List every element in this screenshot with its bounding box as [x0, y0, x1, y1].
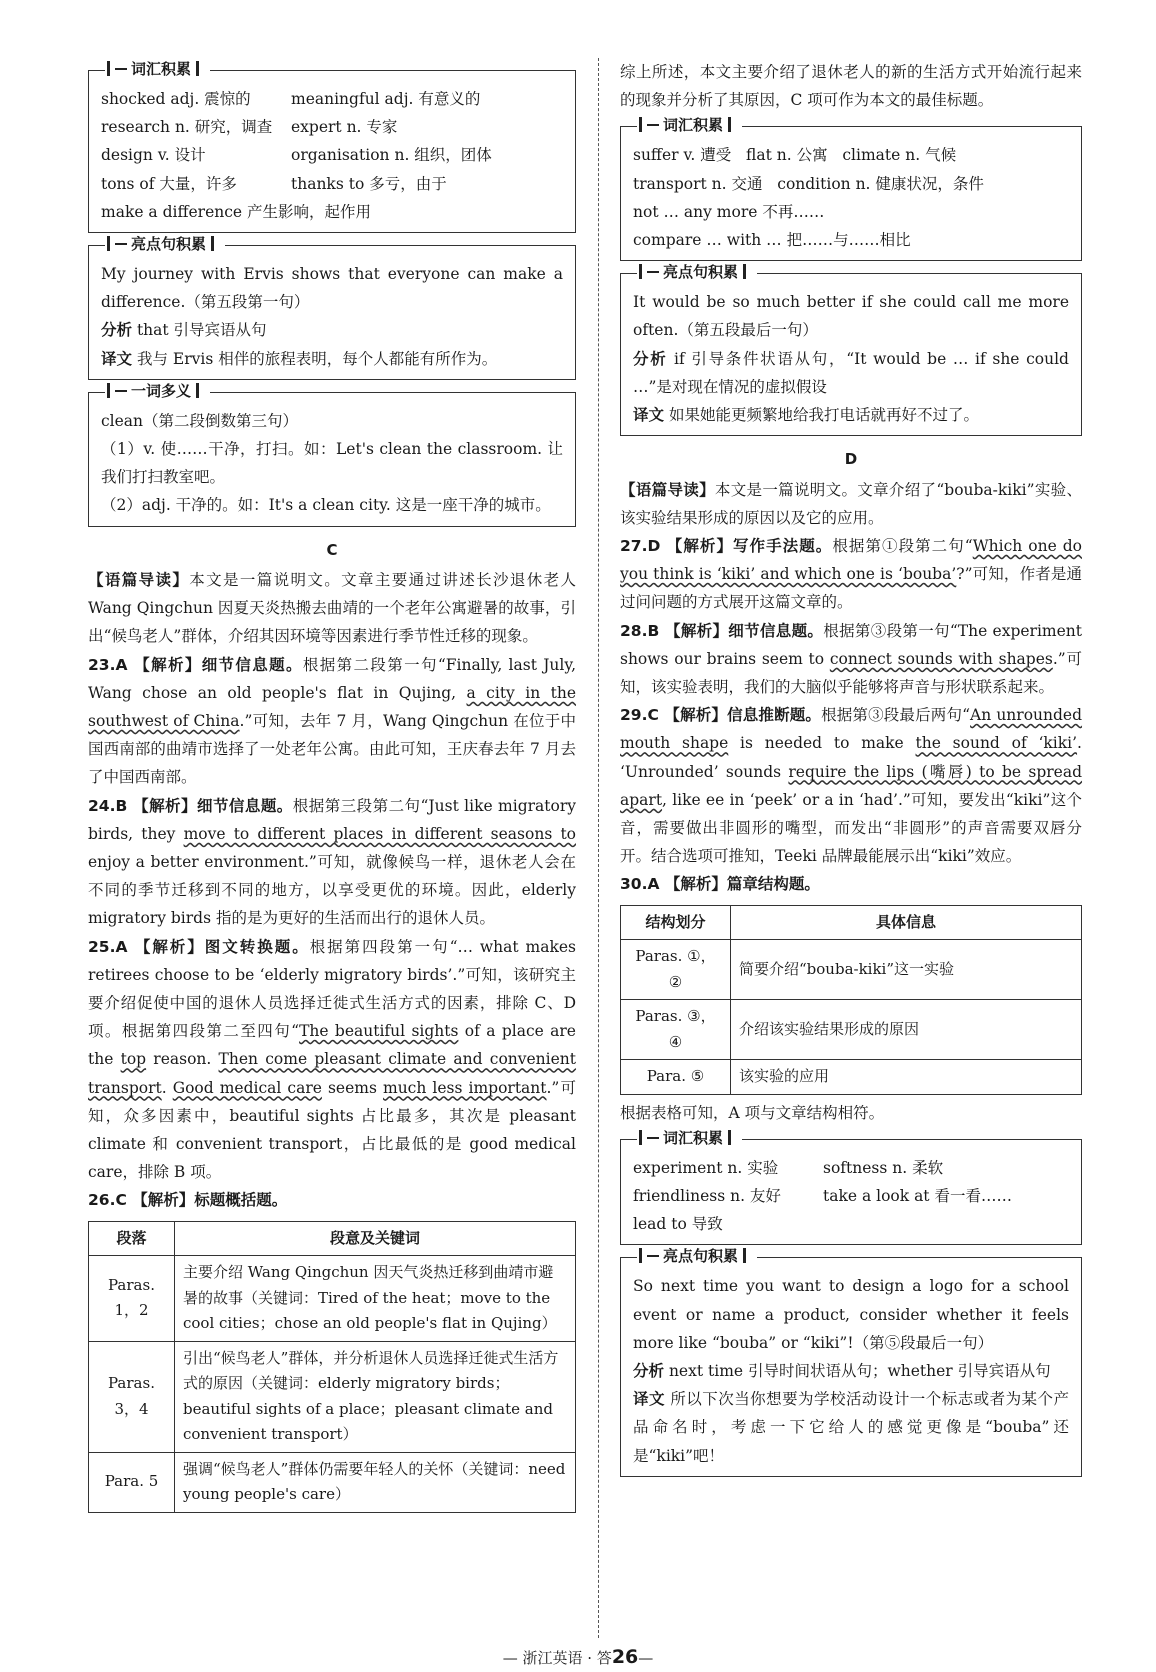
- highlight-translation: 译文 所以下次当你想要为学校活动设计一个标志或者为某个产品命名时，考虑一下它给人的感觉更像是“bouba”还是“kiki”吧！: [633, 1390, 1069, 1465]
- polysemy-sense: （2）adj. 干净的。如：It's a clean city. 这是一座干净的城市。: [101, 496, 551, 515]
- vocab-box-1: [88, 60, 576, 233]
- section-heading-c: C: [326, 540, 338, 559]
- vocab-row: transport n. 交通 condition n. 健康状况，条件: [633, 174, 984, 193]
- table-cell: 介绍该实验结果形成的原因: [731, 1000, 1082, 1060]
- vocab-row: not … any more 不再……: [633, 202, 825, 221]
- answer-25: 25.A 【解析】图文转换题。根据第四段第一句“… what makes retirees choose to be ‘elderly migratory birds’.”可知，该研究主要介绍促使中国的退休人员选择迁徙式生活方式的因素，排除 C、D 项。根据第四段第二至四句“The beautiful sights of a place are the top reason. Then come pleasant climate and convenient transport. Good medical care seems much less important.”可知，众多因素中，beautiful sights 占比最多，其次是 pleasant climate 和 convenient transport，占比最低的是 good medical care，排除 B 项。: [88, 937, 577, 1182]
- table-cell: Paras. 3，4: [89, 1341, 175, 1452]
- vocab-box-title: 词汇积累: [637, 115, 742, 135]
- table-row: [89, 1256, 576, 1342]
- highlight-translation: 译文 如果她能更频繁地给我打电话就再好不过了。: [633, 406, 979, 425]
- structure-table-d: [620, 905, 1082, 1095]
- table-row: [89, 1341, 576, 1452]
- highlight-sentence: My journey with Ervis shows that everyone can make a difference.（第五段第一句）: [101, 265, 563, 312]
- table-cell: Para. ⑤: [621, 1060, 731, 1095]
- highlight-analysis: 分析 next time 引导时间状语从句；whether 引导宾语从句: [633, 1362, 1051, 1380]
- highlight-box-title: 亮点句积累: [637, 262, 757, 282]
- vocab-box-title: 词汇积累: [637, 1128, 742, 1148]
- guide-c: 【语篇导读】本文是一篇说明文。文章主要通过讲述长沙退休老人 Wang Qingchun 因夏天炎热搬去曲靖的一个老年公寓避暑的故事，引出“候鸟老人”群体，介绍其因环境等因素进行季节性迁移的现象。: [88, 570, 576, 646]
- answer-23: 23.A 【解析】细节信息题。根据第二段第一句“Finally, last July, Wang chose an old people's flat in Qujing, a city in the southwest of China.”可知，去年 7 月，Wang Qingchun 在位于中国西南部的曲靖市选择了一处老年公寓。由此可知，王庆春去年 7 月去了中国西南部。: [88, 655, 576, 787]
- right-column: [620, 58, 1082, 1487]
- table-row: [621, 940, 1082, 1000]
- answer-27: 27.D 【解析】写作手法题。根据第①段第二句“Which one do you think is ‘kiki’ and which one is ‘bouba’?”可知，作者是通过问问题的方式展开这篇文章的。: [620, 536, 1082, 612]
- polysemy-sense: （1）v. 使……干净，打扫。如：Let's clean the classroom. 让我们打扫教室吧。: [101, 440, 563, 487]
- table-header: 具体信息: [731, 905, 1082, 940]
- highlight-analysis: 分析 that 引导宾语从句: [101, 321, 267, 340]
- answer-24: 24.B 【解析】细节信息题。根据第三段第二句“Just like migratory birds, they move to different places in different seasons to enjoy a better environment.”可知，就像候鸟一样，退休老人会在不同的季节迁移到不同的地方，以享受更优的环境。因此，elderly migratory birds 指的是为更好的生活而出行的退休人员。: [88, 796, 577, 928]
- table-row: [89, 1452, 576, 1512]
- highlight-box-title: 亮点句积累: [637, 1246, 757, 1266]
- highlight-sentence: So next time you want to design a logo for a school event or name a product, consider whether it feels more like “bouba” or “kiki”!（第⑤段最后一句）: [633, 1277, 1069, 1352]
- page-footer: — 浙江英语 · 答26—: [502, 1646, 654, 1668]
- table-cell: 主要介绍 Wang Qingchun 因天气炎热迁移到曲靖市避暑的故事（关键词：Tired of the heat；move to the cool cities；chose an old people's flat in Qujing）: [175, 1256, 576, 1342]
- vocab-row: friendliness n. 友好 take a look at 看一看……: [633, 1186, 1012, 1205]
- table-cell: 该实验的应用: [731, 1060, 1082, 1095]
- highlight-box-1: [88, 235, 576, 380]
- vocab-row: experiment n. 实验 softness n. 柔软: [633, 1158, 944, 1177]
- summary-text: 综上所述，本文主要介绍了退休老人的新的生活方式开始流行起来的现象并分析了其原因，C 项可作为本文的最佳标题。: [620, 63, 1082, 110]
- highlight-box-3: [620, 1247, 1082, 1476]
- answer-28: 28.B 【解析】细节信息题。根据第③段第一句“The experiment shows our brains seem to connect sounds with shapes.”可知，该实验表明，我们的大脑似乎能够将声音与形状联系起来。: [620, 621, 1083, 696]
- table-conclusion: 根据表格可知，A 项与文章结构相符。: [620, 1103, 885, 1122]
- polysemy-word: clean（第二段倒数第三句）: [101, 411, 299, 430]
- vocab-row: research n. 研究，调查 expert n. 专家: [101, 118, 398, 137]
- table-cell: Paras. 1，2: [89, 1256, 175, 1342]
- highlight-analysis: 分析 if 引导条件状语从句，“It would be … if she could …”是对现在情况的虚拟假设: [633, 349, 1069, 396]
- left-column: [88, 58, 576, 1513]
- table-cell: 简要介绍“bouba-kiki”这一实验: [731, 940, 1082, 1000]
- vocab-row: design v. 设计 organisation n. 组织，团体: [101, 146, 492, 165]
- section-heading-d: D: [844, 450, 858, 469]
- polysemy-box: [88, 381, 576, 527]
- vocab-box-2: [620, 116, 1082, 261]
- highlight-box-title: 亮点句积累: [105, 234, 225, 254]
- highlight-box-2: [620, 263, 1082, 436]
- table-cell: Para. 5: [89, 1452, 175, 1512]
- vocab-row: tons of 大量，许多 thanks to 多亏，由于: [101, 174, 447, 193]
- table-header: 段意及关键词: [175, 1221, 576, 1256]
- polysemy-box-title: 一词多义: [105, 381, 210, 401]
- vocab-row: suffer v. 遭受 flat n. 公寓 climate n. 气候: [633, 146, 957, 165]
- table-cell: Paras. ①，②: [621, 940, 731, 1000]
- paragraph-table-c: [88, 1221, 576, 1513]
- table-header: 结构划分: [621, 905, 731, 940]
- table-cell: 强调“候鸟老人”群体仍需要年轻人的关怀（关键词：need young people's care）: [175, 1452, 576, 1512]
- vocab-box-title: 词汇积累: [105, 59, 210, 79]
- vocab-box-3: [620, 1128, 1082, 1246]
- table-row: [621, 1000, 1082, 1060]
- vocab-row: shocked adj. 震惊的 meaningful adj. 有意义的: [101, 90, 481, 108]
- answer-30: 30.A 【解析】篇章结构题。: [620, 875, 820, 894]
- page-number: 26: [611, 1646, 639, 1668]
- column-divider: [598, 58, 599, 1638]
- guide-d: 【语篇导读】本文是一篇说明文。文章介绍了“bouba-kiki”实验、该实验结果形成的原因以及它的应用。: [620, 480, 1082, 527]
- answer-29: 29.C 【解析】信息推断题。根据第③段最后两句“An unrounded mouth shape is needed to make the sound of ‘kiki’. ‘Unrounded’ sounds require the lips (嘴唇) to be spread apart, like ee in ‘peek’ or a in ‘had’.”可知，要发出“kiki”这个音，需要做出非圆形的嘴型，而发出“非圆形”的声音需要双唇分开。结合选项可推知，Teeki 品牌最能展示出“kiki”效应。: [620, 706, 1083, 866]
- table-header-row: [89, 1221, 576, 1256]
- highlight-sentence: It would be so much better if she could call me more often.（第五段最后一句）: [633, 293, 1069, 340]
- highlight-translation: 译文 我与 Ervis 相伴的旅程表明，每个人都能有所作为。: [101, 349, 498, 368]
- answer-26: 26.C 【解析】标题概括题。: [88, 1191, 288, 1210]
- table-header-row: [621, 905, 1082, 940]
- table-header: 段落: [89, 1221, 175, 1256]
- vocab-row: make a difference 产生影响，起作用: [101, 202, 372, 221]
- table-row: [621, 1060, 1082, 1095]
- vocab-row: lead to 导致: [633, 1215, 723, 1234]
- vocab-row: compare … with … 把……与……相比: [633, 231, 911, 250]
- table-cell: 引出“候鸟老人”群体，并分析退休人员选择迁徙式生活方式的原因（关键词：elderly migratory birds；beautiful sights of a place；pleasant climate and convenient transport）: [175, 1341, 576, 1452]
- table-cell: Paras. ③，④: [621, 1000, 731, 1060]
